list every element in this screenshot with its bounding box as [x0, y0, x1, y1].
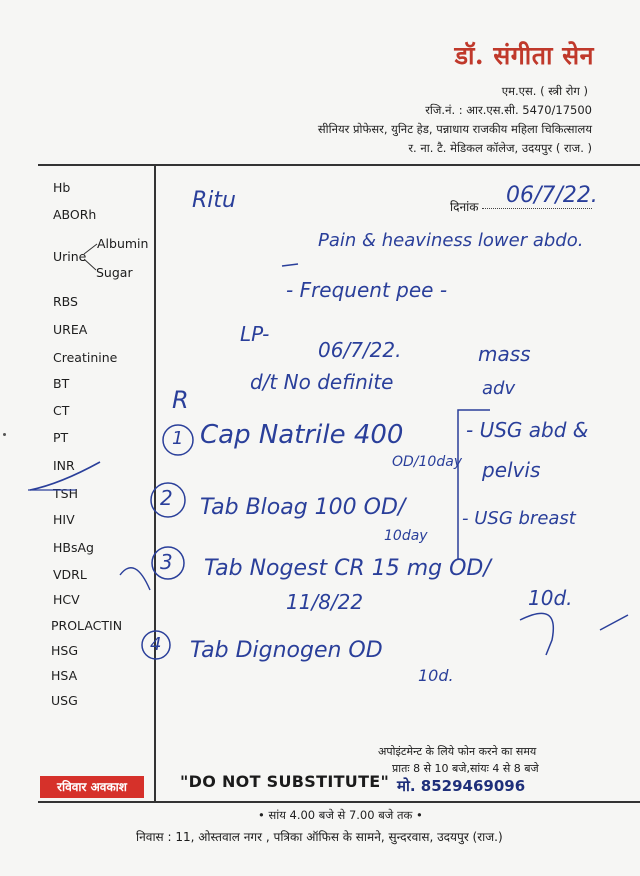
- med1-name: Cap Natrile 400: [200, 420, 404, 450]
- prescription-date: 06/7/22.: [506, 183, 598, 208]
- test-urea: UREA: [53, 322, 88, 337]
- lp-date: 06/7/22.: [318, 338, 402, 362]
- mobile-number: मो. 8529469096: [397, 777, 526, 795]
- test-urine: Urine: [53, 249, 87, 264]
- test-vdrl: VDRL: [53, 567, 87, 582]
- test-inr: INR: [53, 458, 75, 473]
- test-hb: Hb: [53, 180, 71, 195]
- med1-dose: OD/10day: [392, 454, 463, 470]
- test-hsa: HSA: [51, 668, 78, 683]
- finding-no-definite: d/t No definite: [250, 370, 394, 394]
- rx-symbol: R: [172, 386, 189, 414]
- test-bt: BT: [53, 376, 70, 391]
- test-aborh: ABORh: [53, 207, 97, 222]
- test-hcv: HCV: [53, 592, 80, 607]
- appointment-time-label: अपोइंटमेन्ट के लिये फोन करने का समय: [378, 745, 537, 758]
- test-ct: CT: [53, 403, 70, 418]
- scan-speck: [3, 433, 6, 436]
- med2-dose: 10day: [384, 528, 428, 544]
- test-urine-sugar: Sugar: [96, 265, 133, 280]
- do-not-substitute: "DO NOT SUBSTITUTE": [180, 772, 390, 791]
- test-urine-albumin: Albumin: [97, 236, 149, 251]
- med2-number: 2: [160, 486, 173, 510]
- evening-timing: • सांय 4.00 बजे से 7.00 बजे तक •: [258, 808, 423, 822]
- med4-number: 4: [150, 634, 162, 655]
- doctor-designation: सीनियर प्रोफेसर, युनिट हेड, पन्नाधाय राजकीय महिला चिकित्सालय: [317, 122, 592, 136]
- doctor-name: डॉ. संगीता सेन: [454, 41, 594, 70]
- med3-dose: 11/8/22: [286, 590, 364, 614]
- test-rbs: RBS: [53, 294, 78, 309]
- appointment-hours: प्रातः 8 से 10 बजे,सांयः 4 से 8 बजे: [392, 762, 539, 775]
- med3-number: 3: [160, 550, 173, 574]
- advice-usg-breast: - USG breast: [462, 508, 576, 529]
- test-hiv: HIV: [53, 512, 75, 527]
- test-creatinine: Creatinine: [53, 350, 118, 365]
- date-label: दिनांक: [450, 200, 479, 214]
- advice-label: adv: [482, 378, 516, 399]
- med2-name: Tab Bloag 100 OD/: [200, 495, 406, 520]
- doctor-qualification: एम.एस. ( स्त्री रोग ): [501, 84, 588, 98]
- med4-name: Tab Dignogen OD: [190, 638, 383, 663]
- advice-pelvis: pelvis: [482, 458, 541, 482]
- test-prolactin: PROLACTIN: [51, 618, 123, 633]
- advice-usg-abd: - USG abd &: [466, 418, 589, 442]
- residence-address: निवास : 11, ओस्तवाल नगर , पत्रिका ऑफिस के सामने, सुन्दरवास, उदयपुर (राज.): [136, 830, 503, 844]
- med3-note: 10d.: [528, 586, 573, 610]
- med1-number: 1: [172, 428, 184, 449]
- test-usg: USG: [51, 693, 78, 708]
- test-pt: PT: [53, 430, 69, 445]
- complaint-pain: Pain & heaviness lower abdo.: [318, 230, 584, 251]
- test-hbsag: HBsAg: [53, 540, 94, 555]
- doctor-college: र. ना. टै. मेडिकल कॉलेज, उदयपुर ( राज. ): [408, 141, 592, 155]
- complaint-frequent-pee: - Frequent pee -: [286, 278, 448, 302]
- patient-name: Ritu: [192, 188, 236, 213]
- lp-label: LP-: [240, 322, 270, 346]
- test-tsh: TSH: [53, 486, 78, 501]
- doctor-registration: रजि.नं. : आर.एस.सी. 5470/17500: [425, 103, 592, 117]
- finding-mass: mass: [478, 342, 531, 366]
- date-dotted-line: [482, 208, 592, 209]
- med3-name: Tab Nogest CR 15 mg OD/: [204, 556, 491, 581]
- med4-dose: 10d.: [418, 666, 454, 685]
- test-hsg: HSG: [51, 643, 79, 658]
- sunday-holiday-banner: रविवार अवकाश: [40, 776, 144, 798]
